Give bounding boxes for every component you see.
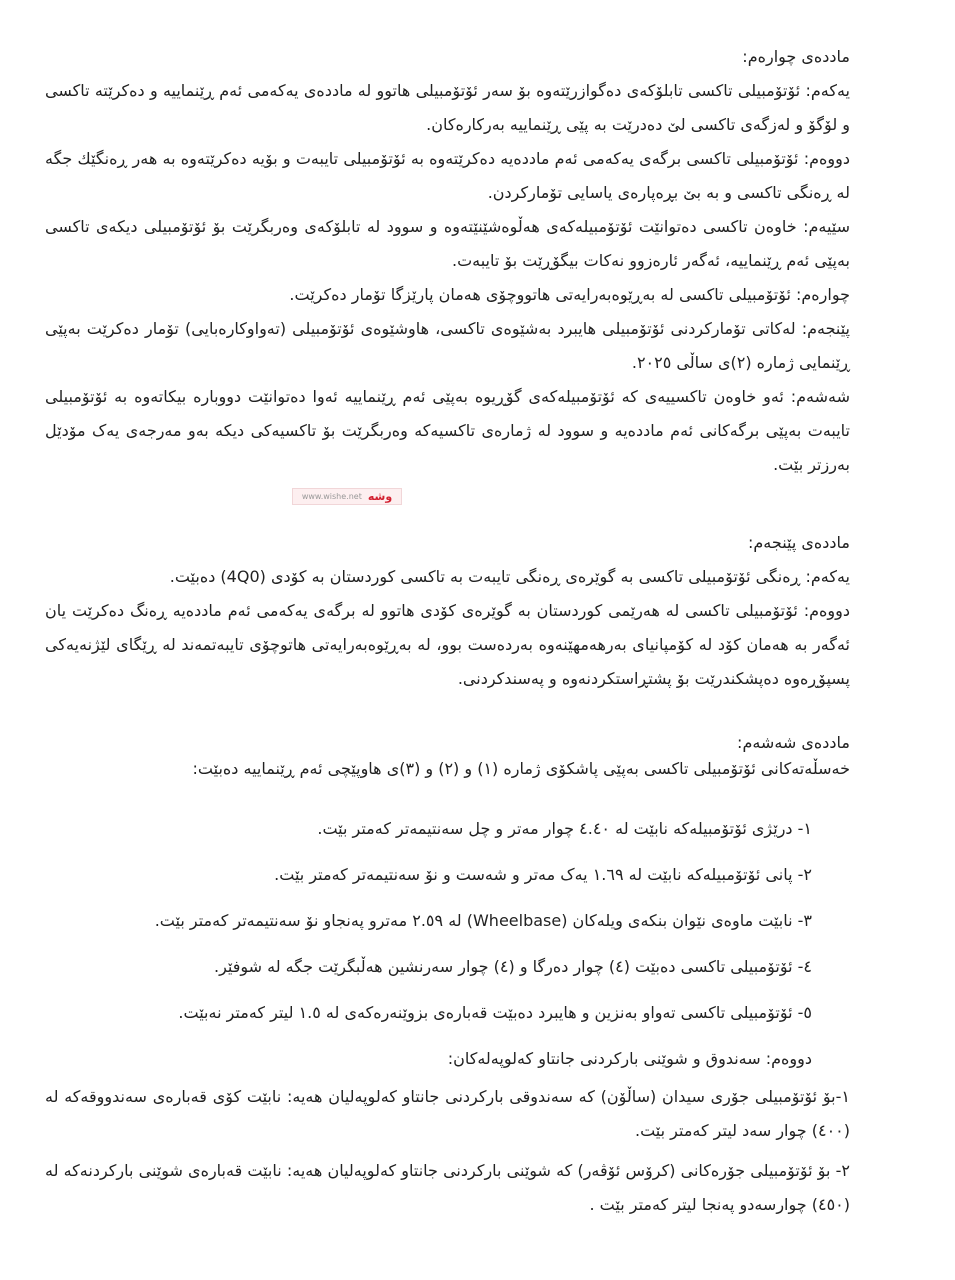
logo-mark: وشە [367,490,393,503]
spec-item-4: ٤- ئۆتۆمبیلی تاکسی دەبێت (٤) چوار دەرگا و (٤) چوار سەرنشین هەڵبگرێت جگە لە شوفێر. [213,957,812,976]
luggage-item-2: ٢- بۆ ئۆتۆمبیلی جۆرەکانی (کرۆس ئۆڤەر) کە شوێنی بارکردنی جانتاو کەلوپەلیان هەیە: نابێت قەبارەی شوێنی بارکردنەکە لە (٤٥٠) چوارسەدو پەنجا لیتر کەمتر بێت . [45,1161,850,1214]
logo-url: www.wishe.net [301,492,362,501]
article4-paragraph-3: سێیەم: خاوەن تاکسی دەتوانێت ئۆتۆمبیلەکەی هەڵوەشێنێتەوە و سوود لە تابلۆکەی وەربگرێت بۆ ئۆتۆمبیلی دیکەی تاکسی بەپێی ئەم ڕێنماییە، ئەگەر ئارەزوو نەکات بیگۆڕێت بۆ تایبەت. [45,217,850,270]
wishe-logo [292,488,402,505]
luggage-section-title: دووەم: سەندوق و شوێنی بارکردنی جانتاو کەلوپەلەکان: [447,1049,812,1068]
spacer [45,782,850,812]
spec-item-5: ٥- ئۆتۆمبیلی تاکسی تەواو بەنزین و هایبرد دەبێت قەبارەی بزوێنەرەکەی لە ١.٥ لیتر کەمتر نەبێت. [178,1003,812,1022]
logo-row [45,482,850,526]
luggage-item-1: ١-بۆ ئۆتۆمبیلی جۆری سیدان (ساڵۆن) کە سەندوقی بارکردنی جانتاو کەلوپەلیان هەیە: نابێت کۆی قەبارەی سەندووقەکە لە (٤٠٠) چوار سەد لیتر کەمتر بێت. [45,1087,850,1140]
article4-paragraph-6: شەشەم: ئەو خاوەن تاکسییەی کە ئۆتۆمبیلەکەی گۆڕیوە بەپێی ئەم ڕێنماییە ئەوا دەتوانێت دووبارە بیکاتەوە بە ئۆتۆمبیلی تایبەت بەپێی برگەکانی ئەم ماددەیە و سوود لە ژمارەی تاکسیەکە وەربگرێت بۆ تاکسیەکی دیکە بەو مەرجەی یەک مۆدێل بەرزتر بێت. [45,387,850,474]
article6-title: ماددەی شەشەم: [737,733,850,752]
article4-paragraph-5: پێنجەم: لەکاتی تۆمارکردنی ئۆتۆمبیلی هایبرد بەشێوەی تاکسی، هاوشێوەی ئۆتۆمبیلی (تەواوکارەبایی) تۆمار دەکرێت بەپێی ڕێنمایی ژمارە (٢)ی ساڵی ٢٠٢٥. [45,319,850,372]
article5-paragraph-1: یەکەم: ڕەنگی ئۆتۆمبیلی تاکسی بە گوێرەی ڕەنگی تایبەت بە تاکسی کوردستان بە کۆدی (4Q0) دەبێت. [169,567,850,586]
article4-paragraph-2: دووەم: ئۆتۆمبیلی تاکسی برگەی یەکەمی ئەم ماددەیە دەکرێتەوە بە ئۆتۆمبیلی تایبەت و بۆیە دەکرێتەوە بە هەر ڕەنگێك جگە لە ڕەنگی تاکسی و بە بێ بڕەپارەی یاسایی تۆمارکردن. [45,149,850,202]
article5-paragraph-2: دووەم: ئۆتۆمبیلی تاکسی لە هەرێمی کوردستان بە گوێرەی کۆدی هاتوو لە برگەی یەکەمی ئەم ماددەیە ڕەنگ دەکرێت یان ئەگەر بە هەمان کۆد لە کۆمپانیای بەرهەمهێنەوە بەردەست بوو، لە بەڕێوەبەرایەتی هاتوچۆی تایبەتمەند لە ڕێگای لێژنەیەکی پسپۆڕەوە دەپشکندرێت بۆ پشتڕاستکردنەوە و پەسندکردنی. [45,601,850,688]
document-page [45,40,850,1222]
spec-item-3: ٣- نابێت ماوەی نێوان بنکەی ویلەکان (Wheelbase) لە ٢.٥٩ مەترو پەنجاو نۆ سەنتیمەتر کەمتر بێت. [154,911,812,930]
article4-paragraph-4: چوارەم: ئۆتۆمبیلی تاکسی لە بەڕێوەبەرایەتی هاتووچۆی هەمان پارێزگا تۆمار دەکرێت. [289,285,850,304]
spacer [45,696,850,730]
article4-title: ماددەی چوارەم: [742,47,850,66]
article6-intro: خەسڵەتەکانی ئۆتۆمبیلی تاکسی بەپێی پاشکۆی ژمارە (١) و (٢) و (٣)ی هاوپێچی ئەم ڕێنماییە دەبێت: [192,759,850,778]
article5-title: ماددەی پێنجەم: [748,533,850,552]
spec-item-2: ٢- پانی ئۆتۆمبیلەکە نابێت لە ١.٦٩ یەک مەتر و شەست و نۆ سەنتیمەتر کەمتر بێت. [274,865,812,884]
spec-item-1: ١- درێژی ئۆتۆمبیلەکە نابێت لە ٤.٤٠ چوار مەتر و چل سەنتیمەتر کەمتر بێت. [317,819,812,838]
article4-paragraph-1: یەکەم: ئۆتۆمبیلی تاکسی تابلۆکەی دەگوازرێتەوە بۆ سەر ئۆتۆمبیلی هاتوو لە ماددەی یەکەمی ئەم ڕێنماییە و دەکرێتە تاکسی و لۆگۆ و لەزگەی تاکسی لێ دەدرێت بە پێی ڕێنماییە بەرکارەکان. [45,81,850,134]
